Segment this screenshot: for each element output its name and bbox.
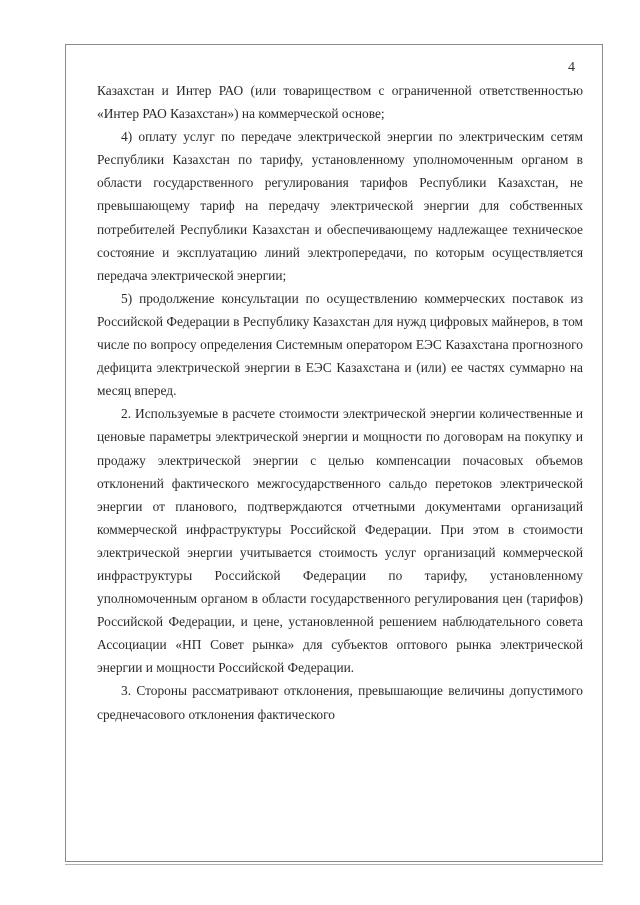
paragraph-item-5: 5) продолжение консультации по осуществлению коммерческих поставок из Российской Федерации в Республику Казахстан для нужд цифровых майнеров, в том числе по вопросу определения Системным оператором ЕЭС Казахстана прогнозного дефицита электрической энергии в ЕЭС Казахстана и (или) ее частях суммарно на месяц вперед. [97, 290, 583, 399]
document-body [97, 79, 583, 726]
paragraph-clause-2: 2. Используемые в расчете стоимости электрической энергии количественные и ценовые параметры электрической энергии и мощности по договорам на покупку и продажу электрической энергии с целью компенсации почасовых объемов отклонений фактического межгосударственного сальдо перетоков электрической энергии от планового, подтверждаются отчетными документами организаций коммерческой инфраструктуры Российской Федерации. При этом в стоимости электрической энергии учитывается стоимость услуг организаций коммерческой инфраструктуры Российской Федерации по тарифу, установленному уполномоченным органом в области государственного регулирования цен (тарифов) Российской Федерации, и цене, установленной решением наблюдательного совета Ассоциации «НП Совет рынка» для субъектов оптового рынка электрической энергии и мощности Российской Федерации. [97, 406, 583, 676]
paragraph-continuation: Казахстан и Интер РАО (или товариществом с ограниченной ответственностью «Интер РАО Казахстан») на коммерческой основе; [97, 83, 583, 122]
paragraph-item-4: 4) оплату услуг по передаче электрической энергии по электрическим сетям Республики Казахстан по тарифу, установленному уполномоченным органом в области государственного регулирования тарифов Республики Казахстан, не превышающему тариф на передачу электрической энергии для собственных потребителей Республики Казахстан и обеспечивающему надлежащее техническое состояние и эксплуатацию линий электропередачи, по которым осуществляется передача электрической энергии; [97, 129, 583, 283]
paragraph-clause-3: 3. Стороны рассматривают отклонения, превышающие величины допустимого среднечасового отклонения фактического [97, 683, 583, 722]
page-number: 4 [568, 60, 575, 75]
